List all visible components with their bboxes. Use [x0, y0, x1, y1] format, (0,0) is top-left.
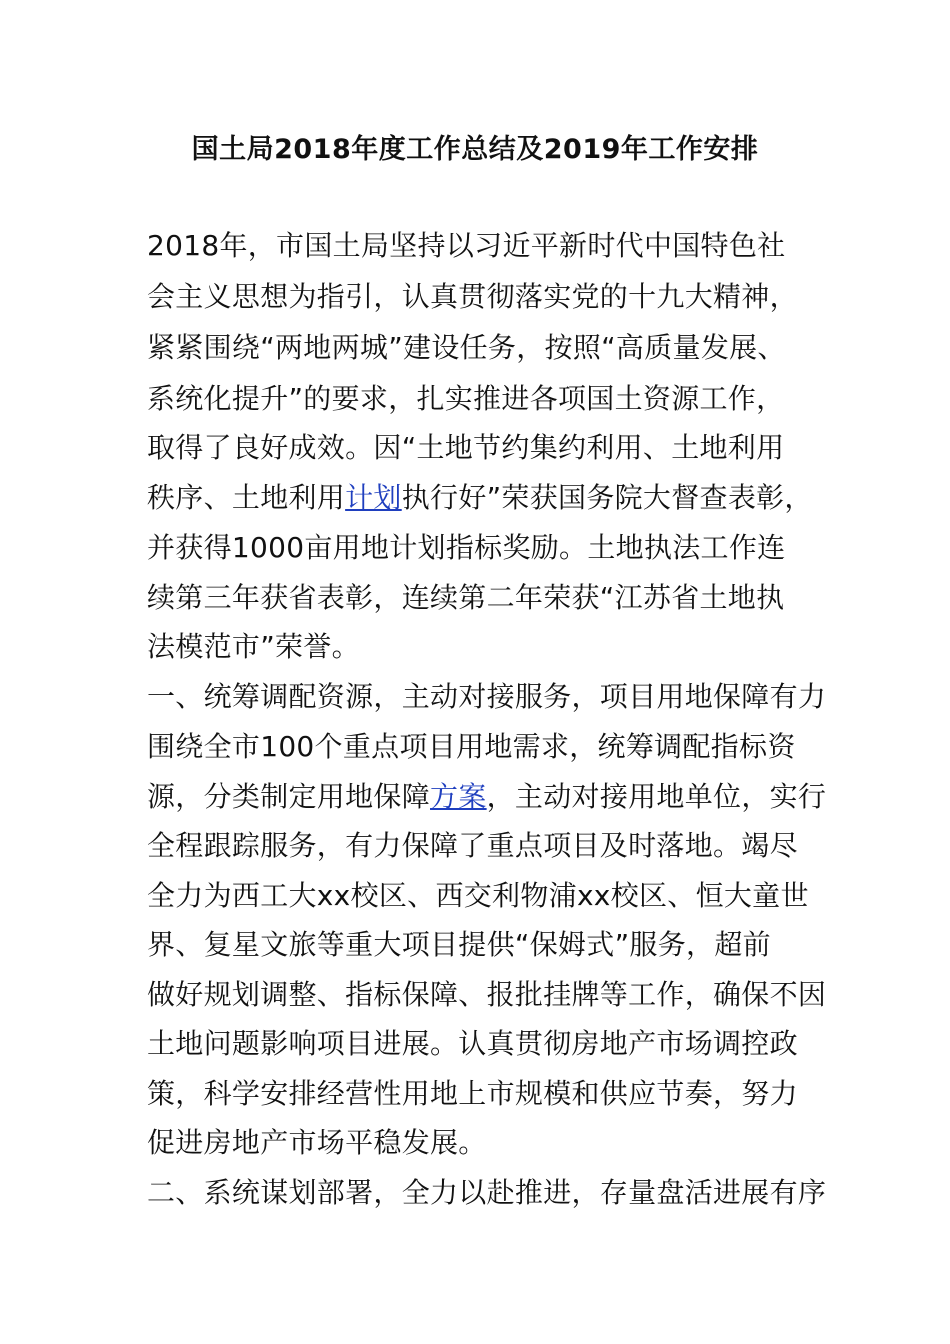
- section-1-line-8: 策，科学安排经营性用地上市规模和供应节奏，努力: [147, 1077, 798, 1110]
- intro-line-8: 续第三年获省表彰，连续第二年荣获“江苏省土地执: [147, 581, 785, 614]
- intro-line-6-text-after: 执行好”荣获国务院大督查表彰，: [401, 481, 813, 514]
- section-1-line-3: 全程跟踪服务，有力保障了重点项目及时落地。竭尽: [147, 829, 798, 862]
- section-1-line-6: 做好规划调整、指标保障、报批挂牌等工作，确保不因: [147, 978, 827, 1011]
- section-1-line-5: 界、复星文旅等重大项目提供“保姆式”服务，超前: [147, 928, 771, 961]
- section-1-line-1: 围绕全市100个重点项目用地需求，统筹调配指标资: [147, 730, 796, 763]
- section-1-line-4: 全力为西工大xx校区、西交利物浦xx校区、恒大童世: [147, 879, 809, 912]
- section-1-line-9: 促进房地产市场平稳发展。: [147, 1126, 487, 1159]
- section-1-line-7: 土地问题影响项目进展。认真贯彻房地产市场调控政: [147, 1027, 798, 1060]
- intro-line-7: 并获得1000亩用地计划指标奖励。土地执法工作连: [147, 531, 786, 564]
- section-1-heading: 一、统筹调配资源，主动对接服务，项目用地保障有力: [147, 680, 827, 713]
- intro-line-6-text-before: 秩序、土地利用: [147, 481, 346, 514]
- intro-line-9: 法模范市”荣誉。: [147, 630, 360, 663]
- intro-line-1: 2018年，市国土局坚持以习近平新时代中国特色社: [147, 229, 786, 262]
- scheme-link[interactable]: 方案: [430, 780, 487, 813]
- section-1-line-2-text-before: 源，分类制定用地保障: [147, 780, 431, 813]
- document-title: 国土局2018年度工作总结及2019年工作安排: [191, 134, 759, 165]
- intro-line-6: [147, 478, 813, 518]
- intro-line-5: 取得了良好成效。因“土地节约集约利用、土地利用: [147, 431, 785, 464]
- section-1-line-2: [147, 777, 826, 817]
- section-1-line-2-text-after: ，主动对接用地单位，实行: [486, 780, 827, 813]
- plan-link[interactable]: 计划: [345, 481, 402, 514]
- intro-line-2: 会主义思想为指引，认真贯彻落实党的十九大精神，: [147, 280, 798, 313]
- intro-line-4: 系统化提升”的要求，扎实推进各项国土资源工作，: [147, 382, 785, 415]
- intro-line-3: 紧紧围绕“两地两城”建设任务，按照“高质量发展、: [147, 331, 786, 364]
- section-2-heading: 二、系统谋划部署，全力以赴推进，存量盘活进展有序: [147, 1176, 827, 1209]
